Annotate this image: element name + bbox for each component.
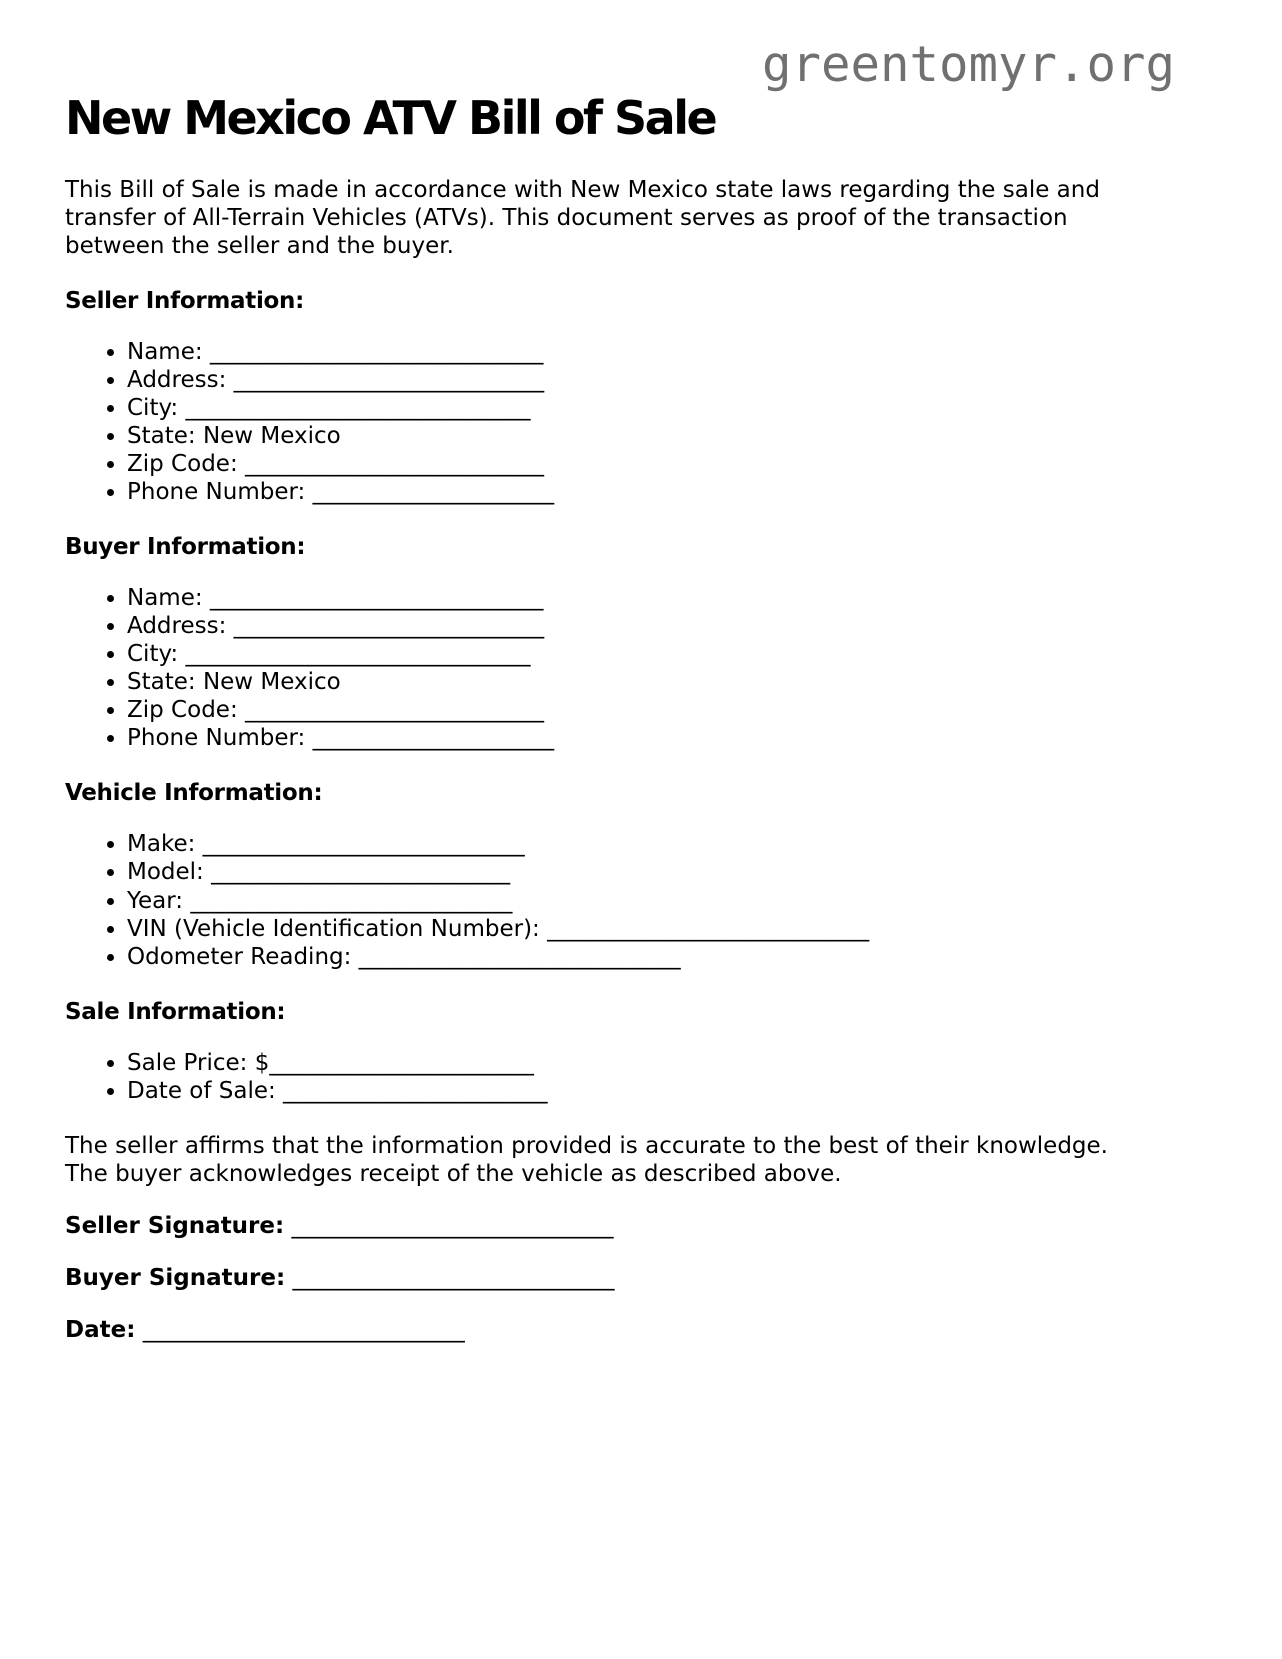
section-heading-sale-information: Sale Information: — [65, 998, 286, 1025]
field-buyer-address — [127, 612, 1217, 640]
field-label: Odometer Reading: — [127, 943, 352, 970]
field-label: Phone Number: — [127, 479, 306, 506]
field-buyer-phone-number — [127, 724, 1217, 752]
field-vehicle-model — [127, 858, 1217, 886]
field-label: Zip Code: — [127, 450, 238, 477]
field-label: Date of Sale: — [127, 1077, 276, 1104]
buyer-information-list — [65, 584, 1217, 752]
seller-signature-line — [65, 1212, 1217, 1240]
blank-line: _____________________________ — [202, 585, 544, 612]
field-vehicle-vin — [127, 915, 1217, 943]
intro-line: between the seller and the buyer. — [65, 232, 454, 259]
page-title: New Mexico ATV Bill of Sale — [65, 91, 716, 145]
blank-line: _____________________ — [305, 479, 555, 506]
blank-line: ____________________________ — [135, 1317, 465, 1343]
buyer-signature-line — [65, 1264, 1217, 1292]
blank-line: _____________________ — [305, 725, 555, 752]
vehicle-information-list — [65, 830, 1217, 970]
section-heading-vehicle-information: Vehicle Information: — [65, 780, 323, 807]
blank-line: ____________________________ — [284, 1212, 614, 1239]
date-line — [65, 1316, 1217, 1344]
field-label: Zip Code: — [127, 697, 238, 724]
field-seller-state — [127, 422, 1217, 450]
blank-line: ____________________________ — [195, 831, 525, 858]
section-heading-buyer-information: Buyer Information: — [65, 534, 306, 561]
field-label: City: — [127, 641, 179, 668]
field-seller-address — [127, 366, 1217, 394]
field-label: Address: — [127, 613, 227, 640]
field-seller-zip-code — [127, 450, 1217, 478]
intro-line: This Bill of Sale is made in accordance with New Mexico state laws regarding the sale and — [65, 176, 1100, 203]
section-heading-seller-information: Seller Information: — [65, 287, 305, 314]
blank-line: ___________________________ — [226, 366, 545, 393]
field-label: Model: — [127, 859, 204, 886]
field-label: Address: — [127, 366, 227, 393]
field-label: Name: — [127, 585, 203, 612]
blank-line: _______________________ — [269, 1049, 534, 1076]
signature-label: Seller Signature: — [65, 1212, 285, 1239]
field-vehicle-odometer-reading — [127, 943, 1217, 971]
signature-label: Date: — [65, 1317, 136, 1343]
field-seller-phone-number — [127, 478, 1217, 506]
field-label: Name: — [127, 338, 203, 365]
field-date-of-sale — [127, 1077, 1217, 1105]
affirmation-line: The buyer acknowledges receipt of the vehicle as described above. — [65, 1160, 842, 1187]
blank-line: ____________________________ — [351, 943, 681, 970]
blank-line: __________________________ — [237, 697, 544, 724]
intro-paragraph — [65, 176, 1217, 260]
field-buyer-state — [127, 668, 1217, 696]
blank-line: __________________________ — [237, 450, 544, 477]
field-label: State: New Mexico — [127, 669, 341, 696]
affirmation-line: The seller affirms that the information provided is accurate to the best of their knowledge. — [65, 1132, 1108, 1159]
blank-line: ______________________________ — [178, 641, 531, 668]
field-buyer-city — [127, 640, 1217, 668]
field-label: City: — [127, 394, 179, 421]
blank-line: __________________________ — [203, 859, 511, 886]
field-buyer-name — [127, 584, 1217, 612]
affirmation-paragraph — [65, 1132, 1217, 1188]
field-label: Year: — [127, 887, 184, 914]
field-label: Phone Number: — [127, 725, 306, 752]
field-buyer-zip-code — [127, 696, 1217, 724]
field-label: State: New Mexico — [127, 422, 341, 449]
field-seller-name — [127, 338, 1217, 366]
field-vehicle-make — [127, 830, 1217, 858]
field-vehicle-year — [127, 887, 1217, 915]
blank-line: ____________________________ — [285, 1264, 615, 1291]
blank-line: _____________________________ — [202, 338, 544, 365]
watermark-text: greentomyr.org — [761, 36, 1175, 93]
seller-information-list — [65, 338, 1217, 506]
blank-line: ______________________________ — [178, 394, 531, 421]
blank-line: ____________________________ — [539, 915, 870, 942]
sale-information-list — [65, 1049, 1217, 1105]
blank-line: ____________________________ — [183, 887, 513, 914]
field-label: Make: — [127, 831, 196, 858]
field-seller-city — [127, 394, 1217, 422]
blank-line: ___________________________ — [226, 613, 545, 640]
blank-line: _______________________ — [275, 1077, 548, 1104]
intro-line: transfer of All-Terrain Vehicles (ATVs). This document serves as proof of the transaction — [65, 204, 1068, 231]
field-label: VIN (Vehicle Identification Number): — [127, 915, 540, 942]
field-label: Sale Price: $ — [127, 1049, 270, 1076]
signature-label: Buyer Signature: — [65, 1264, 286, 1291]
field-sale-price — [127, 1049, 1217, 1077]
